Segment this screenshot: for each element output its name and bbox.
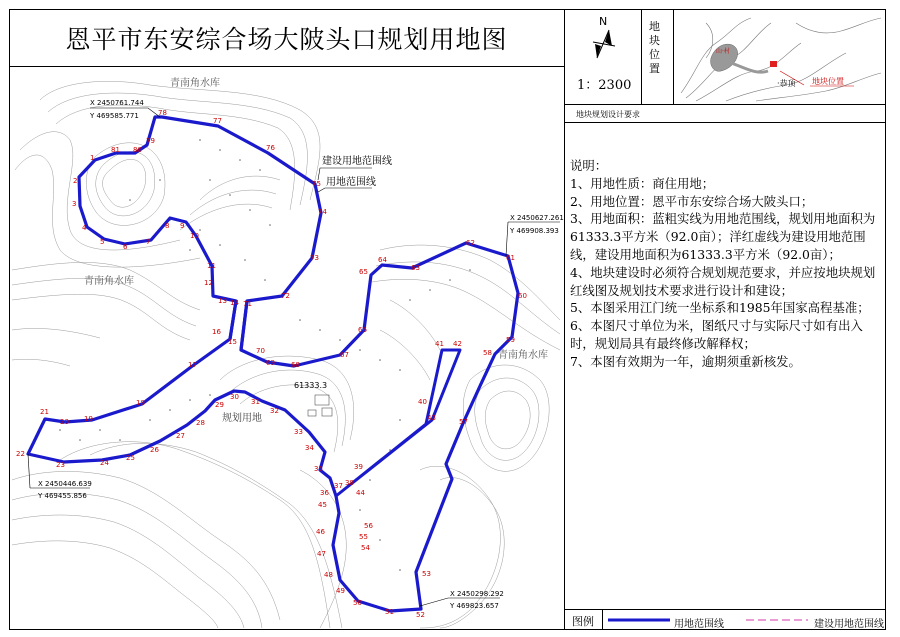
svg-text:22: 22: [16, 450, 25, 458]
svg-text:4: 4: [82, 224, 87, 232]
svg-text:41: 41: [435, 340, 444, 348]
svg-text:57: 57: [459, 418, 468, 426]
plan-area-label: 规划用地: [222, 413, 262, 424]
svg-text:42: 42: [453, 340, 462, 348]
svg-text:55: 55: [359, 533, 368, 541]
svg-text:69: 69: [266, 359, 275, 367]
svg-text:40: 40: [418, 398, 427, 406]
legend-header: 图例: [572, 615, 594, 628]
svg-text:51: 51: [385, 608, 394, 616]
svg-text:60: 60: [518, 292, 527, 300]
panel-top-rule: [564, 104, 886, 105]
panel-divider: [564, 9, 565, 630]
coordinate-y: Y 469455.856: [38, 492, 87, 500]
svg-text:59: 59: [506, 336, 515, 344]
requirements-header: 地块规划设计要求: [576, 110, 640, 119]
svg-text:49: 49: [336, 587, 345, 595]
svg-text:34: 34: [305, 444, 314, 452]
callout-boundary-line: 用地范围线: [326, 177, 376, 188]
svg-text:39: 39: [354, 463, 363, 471]
svg-text:32: 32: [270, 407, 279, 415]
svg-text:31: 31: [251, 398, 260, 406]
site-map: [10, 67, 564, 629]
svg-text:52: 52: [416, 611, 425, 619]
coordinate-y: Y 469908.393: [510, 227, 559, 235]
svg-text:76: 76: [266, 144, 275, 152]
svg-text:48: 48: [324, 571, 333, 579]
location-label: 地块位置: [649, 20, 660, 75]
svg-text:58: 58: [483, 349, 492, 357]
water-label: 青南角水库: [84, 276, 134, 287]
svg-text:53: 53: [422, 570, 431, 578]
svg-text:47: 47: [317, 550, 326, 558]
svg-text:14: 14: [230, 299, 239, 307]
svg-text:73: 73: [310, 254, 319, 262]
svg-text:33: 33: [294, 428, 303, 436]
svg-text:1: 1: [90, 154, 95, 162]
note-item: 6、本图尺寸单位为米，图纸尺寸与实际尺寸如有出入时，规划局具有最终修改解释权；: [570, 318, 863, 351]
svg-text:27: 27: [176, 432, 185, 440]
svg-text:54: 54: [361, 544, 370, 552]
svg-text:13: 13: [218, 297, 227, 305]
notes-block: [570, 157, 882, 371]
svg-text:19: 19: [84, 415, 93, 423]
north-label: N: [599, 15, 608, 28]
coordinate-x: X 2450627.261: [510, 214, 564, 222]
note-item: 1、用地性质：商住用地；: [570, 175, 715, 191]
terrain-dots: [59, 139, 471, 571]
svg-text:43: 43: [427, 414, 436, 422]
svg-text:9: 9: [180, 222, 185, 230]
svg-text:7: 7: [146, 238, 151, 246]
svg-text:75: 75: [312, 180, 321, 188]
svg-text:62: 62: [466, 239, 475, 247]
svg-text:61: 61: [506, 254, 515, 262]
svg-text:21: 21: [40, 408, 49, 416]
note-item: 4、地块建设时必须符合规划规范要求，并应按地块规划红线图及规划技术要求进行设计和建设；: [570, 264, 876, 298]
svg-text:64: 64: [378, 256, 387, 264]
scale-divider: [641, 9, 642, 104]
svg-text:80: 80: [133, 146, 142, 154]
title-box: [9, 9, 565, 67]
building-outlines: [308, 395, 332, 416]
note-item: 7、本图有效期为一年，逾期须重新核发。: [570, 353, 801, 369]
svg-text:17: 17: [188, 361, 197, 369]
svg-text:71: 71: [243, 300, 252, 308]
svg-text:20: 20: [60, 418, 69, 426]
svg-text:37: 37: [334, 482, 343, 490]
scale-text: 1：2300: [577, 78, 632, 93]
svg-text:70: 70: [256, 347, 265, 355]
svg-text:5: 5: [100, 238, 105, 246]
water-label: 青南角水库: [170, 78, 220, 89]
svg-text:68: 68: [291, 361, 300, 369]
minimap-village-text: 山·村: [716, 48, 730, 55]
location-divider: [673, 9, 674, 104]
location-marker-icon: [770, 61, 777, 67]
svg-text:38: 38: [345, 479, 354, 487]
svg-text:23: 23: [56, 461, 65, 469]
coordinate-y: Y 469823.657: [450, 602, 499, 610]
notes-heading: 说明：: [570, 158, 608, 173]
minimap-marker-label: 地块位置: [812, 77, 844, 86]
svg-text:36: 36: [320, 489, 329, 497]
svg-text:24: 24: [100, 459, 109, 467]
svg-text:44: 44: [356, 489, 365, 497]
svg-text:6: 6: [123, 243, 128, 251]
svg-text:67: 67: [340, 351, 349, 359]
svg-text:18: 18: [136, 399, 145, 407]
svg-text:45: 45: [318, 501, 327, 509]
svg-text:10: 10: [190, 232, 199, 240]
location-minimap: [676, 13, 884, 103]
boundary-point-labels: [16, 109, 527, 619]
callout-construction-line: 建设用地范围线: [322, 156, 392, 167]
svg-text:26: 26: [150, 446, 159, 454]
coordinate-x: X 2450761.744: [90, 99, 144, 107]
note-item: 5、本图采用江门统一坐标系和1985年国家高程基准；: [570, 300, 870, 316]
svg-text:12: 12: [204, 279, 213, 287]
coordinate-x: X 2450298.292: [450, 590, 504, 598]
svg-text:46: 46: [316, 528, 325, 536]
svg-text:72: 72: [281, 292, 290, 300]
svg-text:35: 35: [314, 465, 323, 473]
minimap-place-name: ·恭顶: [777, 79, 796, 88]
svg-text:28: 28: [196, 419, 205, 427]
svg-text:2: 2: [73, 177, 78, 185]
svg-text:78: 78: [158, 109, 167, 117]
legend-divider: [602, 609, 603, 630]
svg-text:74: 74: [318, 208, 327, 216]
svg-text:16: 16: [212, 328, 221, 336]
svg-text:56: 56: [364, 522, 373, 530]
panel-header-rule: [564, 122, 886, 123]
svg-text:66: 66: [358, 326, 367, 334]
svg-text:25: 25: [126, 454, 135, 462]
legend-label-construction: 建设用地范围线: [814, 619, 884, 630]
svg-text:15: 15: [228, 338, 237, 346]
svg-text:77: 77: [213, 117, 222, 125]
svg-text:8: 8: [165, 222, 170, 230]
svg-text:63: 63: [411, 264, 420, 272]
north-arrow-icon: [585, 14, 625, 64]
svg-text:3: 3: [72, 200, 77, 208]
map-title: 恩平市东安综合场大陂头口规划用地图: [65, 24, 508, 54]
water-label: 青南角水库: [498, 350, 548, 361]
legend-label-boundary: 用地范围线: [674, 619, 724, 630]
svg-text:30: 30: [230, 393, 239, 401]
svg-text:50: 50: [353, 599, 362, 607]
area-value: 61333.3: [294, 381, 328, 390]
svg-text:29: 29: [215, 401, 224, 409]
coordinate-x: X 2450446.639: [38, 480, 92, 488]
note-item: 2、用地位置：恩平市东安综合场大陂头口；: [570, 193, 814, 209]
svg-text:11: 11: [207, 262, 216, 270]
note-item: 3、用地面积：蓝粗实线为用地范围线，规划用地面积为61333.3平方米（92.0亩）；洋红虚线为建设用地范围线，建设用地面积为61333.3平方米（92.0亩）；: [570, 211, 876, 262]
svg-text:79: 79: [146, 137, 155, 145]
svg-text:65: 65: [359, 268, 368, 276]
legend-rule: [564, 609, 886, 610]
svg-text:81: 81: [111, 146, 120, 154]
coordinate-y: Y 469585.771: [90, 112, 139, 120]
